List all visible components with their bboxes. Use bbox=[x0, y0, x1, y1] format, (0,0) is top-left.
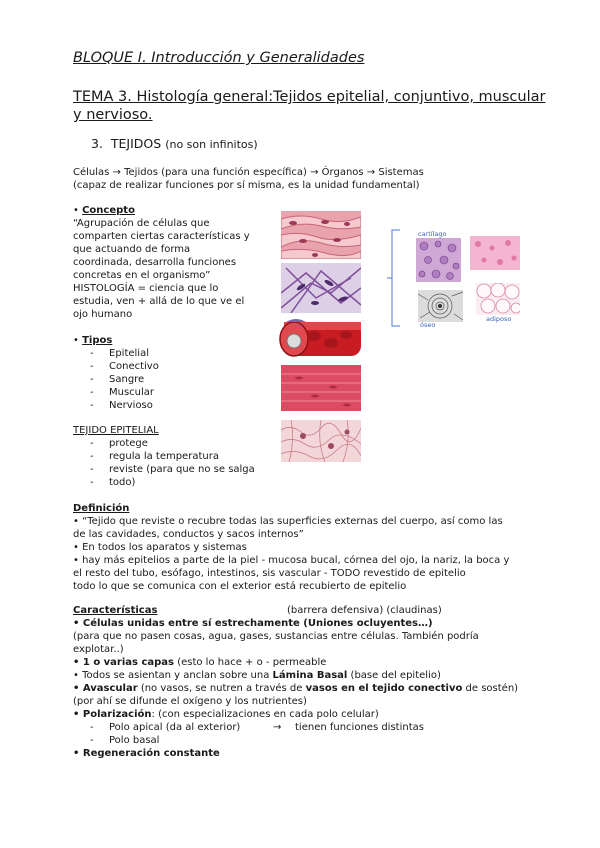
tejido-epitelial-block bbox=[73, 424, 255, 489]
caracteristicas-heading-row bbox=[73, 604, 518, 617]
definicion-line: • En todos los aparatos y sistemas bbox=[73, 542, 247, 553]
cartilage-image bbox=[416, 238, 461, 282]
avascular-text: (no vasos, se nutren a través de bbox=[137, 683, 306, 694]
tipos-bullet: • bbox=[73, 335, 79, 346]
concepto-heading: Concepto bbox=[82, 205, 135, 216]
dash: - bbox=[90, 722, 94, 733]
list-item: - Muscular bbox=[73, 386, 159, 399]
adipose-label: adiposo bbox=[486, 315, 512, 323]
osseous-image bbox=[418, 290, 463, 322]
definicion-block bbox=[73, 502, 509, 593]
dash: - bbox=[90, 735, 94, 746]
tejido-epitelial-list bbox=[73, 437, 255, 489]
polo-basal: Polo basal bbox=[109, 735, 160, 746]
concepto-heading-row bbox=[73, 204, 250, 217]
definicion-line: todo lo que se comunica con el exterior está recubierto de epitelio bbox=[73, 581, 407, 592]
caracteristicas-line: (para que no pasen cosas, agua, gases, sustancias entre células. También podría bbox=[73, 631, 479, 642]
nervous-tissue-image bbox=[281, 420, 361, 462]
concepto-bullet: • bbox=[73, 205, 79, 216]
polarizacion-term: • Polarización bbox=[73, 709, 152, 720]
lamina-text: • Todos se asientan y anclan sobre una bbox=[73, 670, 273, 681]
tipos-block bbox=[73, 334, 159, 412]
list-item: - reviste (para que no se salga bbox=[73, 463, 255, 476]
caracteristicas-line bbox=[73, 669, 518, 682]
caracteristicas-line: • Células unidas entre sí estrechamente (Uniones ocluyentes…) bbox=[73, 618, 433, 629]
definicion-line: • hay más epitelios a parte de la piel - mucosa bucal, córnea del ojo, la nariz, la boca y bbox=[73, 555, 510, 566]
epithelial-tissue-image bbox=[281, 211, 361, 259]
theme-title-line1: TEMA 3. Histología general:Tejidos epitelial, conjuntivo, muscular bbox=[73, 89, 546, 105]
definicion-line: • “Tejido que reviste o recubre todas las superficies externas del cuerpo, así como las bbox=[73, 516, 503, 527]
hyaline-image bbox=[470, 236, 520, 270]
list-item: - Conectivo bbox=[73, 360, 159, 373]
definicion-heading: Definición bbox=[73, 503, 130, 514]
concepto-line: ojo humano bbox=[73, 309, 133, 320]
list-item: - regula la temperatura bbox=[73, 450, 255, 463]
avascular-term: • Avascular bbox=[73, 683, 138, 694]
block-title: BLOQUE I. Introducción y Generalidades bbox=[73, 50, 365, 66]
theme-title bbox=[73, 88, 545, 124]
tipos-list bbox=[73, 347, 159, 412]
section-heading bbox=[91, 136, 258, 151]
tejido-epitelial-heading: TEJIDO EPITELIAL bbox=[73, 425, 159, 436]
caracteristicas-line: • Regeneración constante bbox=[73, 748, 220, 759]
definicion-line: el resto del tubo, esófago, intestinos, sis vascular - TODO revestido de epitelio bbox=[73, 568, 466, 579]
caracteristicas-side-note: (barrera defensiva) (claudinas) bbox=[287, 605, 442, 616]
definicion-line: de las cavidades, conductos y sacos internos” bbox=[73, 529, 304, 540]
theme-title-line2: y nervioso. bbox=[73, 107, 153, 123]
intro-line1: Células → Tejidos (para una función específica) → Órganos → Sistemas bbox=[73, 167, 424, 178]
list-item: - Nervioso bbox=[73, 399, 159, 412]
connective-tissue-image bbox=[281, 263, 361, 313]
polo-basal-row bbox=[73, 734, 518, 747]
polo-apical: Polo apical (da al exterior) bbox=[109, 722, 241, 733]
list-item: - Sangre bbox=[73, 373, 159, 386]
vasos-term: vasos en el tejido conectivo bbox=[305, 683, 463, 694]
arrow-icon: → bbox=[273, 722, 282, 733]
caracteristicas-line: explotar..) bbox=[73, 644, 124, 655]
concepto-line: coordinada, desarrolla funciones bbox=[73, 257, 237, 268]
concepto-line: comparten ciertas características y bbox=[73, 231, 250, 242]
section-title: TEJIDOS bbox=[110, 136, 162, 151]
capas-label: • 1 o varias capas bbox=[73, 657, 175, 668]
bracket-line bbox=[386, 228, 402, 328]
polo-result: tienen funciones distintas bbox=[295, 722, 424, 733]
lamina-note: (base del epitelio) bbox=[347, 670, 441, 681]
polo-apical-row bbox=[73, 721, 518, 734]
muscle-tissue-image bbox=[281, 365, 361, 411]
intro-line2: (capaz de realizar funciones por sí misma, es la unidad fundamental) bbox=[73, 180, 420, 191]
polarizacion-text: : (con especializaciones en cada polo celular) bbox=[151, 709, 379, 720]
capas-note: (esto lo hace + o - permeable bbox=[174, 657, 327, 668]
cartilage-label: cartílago bbox=[418, 230, 447, 238]
lamina-term: Lámina Basal bbox=[272, 670, 348, 681]
intro bbox=[73, 166, 424, 192]
list-item: - todo) bbox=[73, 476, 255, 489]
tipos-heading: Tipos bbox=[82, 335, 113, 346]
section-number: 3. bbox=[91, 136, 103, 151]
concepto-block bbox=[73, 204, 250, 321]
avascular-tail: de sostén) bbox=[462, 683, 519, 694]
tipos-heading-row bbox=[73, 334, 159, 347]
osseous-label: óseo bbox=[420, 321, 436, 329]
caracteristicas-line bbox=[73, 656, 518, 669]
concepto-line: estudia, ven + allá de lo que ve el bbox=[73, 296, 245, 307]
caracteristicas-line: (por ahí se difunde el oxígeno y los nutrientes) bbox=[73, 696, 307, 707]
adipose-image bbox=[476, 283, 520, 315]
list-item: - protege bbox=[73, 437, 255, 450]
blood-vessel-image bbox=[276, 316, 361, 362]
caracteristicas-line bbox=[73, 682, 518, 695]
concepto-line: concretas en el organismo” bbox=[73, 270, 211, 281]
concepto-line: HISTOLOGÍA = ciencia que lo bbox=[73, 283, 219, 294]
caracteristicas-block bbox=[73, 604, 518, 760]
concepto-line: “Agrupación de células que bbox=[73, 218, 210, 229]
list-item: - Epitelial bbox=[73, 347, 159, 360]
caracteristicas-line bbox=[73, 708, 518, 721]
section-note: (no son infinitos) bbox=[165, 138, 258, 151]
concepto-line: que actuando de forma bbox=[73, 244, 191, 255]
caracteristicas-heading: Características bbox=[73, 605, 158, 616]
